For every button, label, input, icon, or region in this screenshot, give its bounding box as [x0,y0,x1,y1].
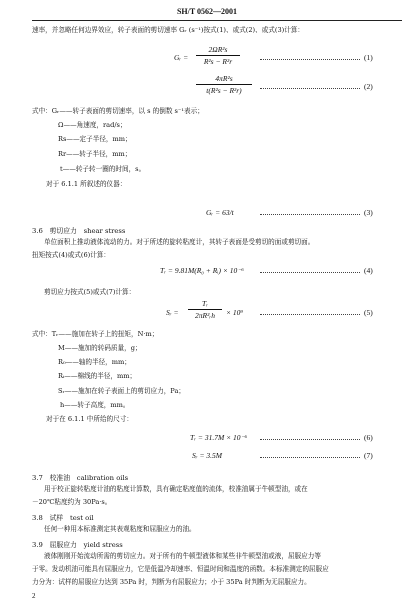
eq3-text: Gᵣ = 63/t [206,208,234,217]
where2-line-4: Rᵢ——棉线的半径，mm； [58,372,137,380]
stress-intro: 剪切应力按式(5)或式(7)计算： [44,288,136,296]
eq5-numerator: Tᵣ [201,299,209,308]
eq1-numerator: 2ΩR²s [208,45,228,54]
where1-line-1: 式中：Gᵣ——转子表面的剪切速率，以 s 的倒数 s⁻¹表示； [32,107,204,115]
section-3-9-p1: 液体刚刚开始流动所需的剪切应力。对于所有的牛顿型液体和某些非牛顿型油或液，屈服应力等 [44,552,321,560]
eq5-leader [260,314,360,315]
section-3-8-title: 3.8 试样 test oil [32,514,94,522]
eq7-text: Sᵣ = 3.5M [192,451,223,460]
eq2-number: (2) [364,82,373,91]
section-3-9-p3: 力分为：试样的屈服应力达到 35Pa 时，判断为有屈服应力；小于 35Pa 时判断为无屈服应力。 [32,578,311,586]
eq7-leader [260,457,360,458]
section-3-8-p1: 任何一种用本标准测定其表观粘度和屈服应力的油。 [44,525,196,533]
eq5-number: (5) [364,308,373,317]
eq2-fraction [196,74,252,95]
eq5-denominator: 2πR²ᵣh [195,311,215,320]
section-3-7-title: 3.7 校准油 calibration oils [32,474,129,482]
page-number: 2 [32,592,36,600]
where2-line-1: 式中：Tᵣ——施加在转子上的扭矩，N·m； [32,330,159,338]
section-3-7-p1: 用于校正旋转粘度计油的粘度计算数，具有确定粘度值的流体，校准油属于牛顿型油，或在 [44,485,308,493]
eq1-bar [196,55,240,56]
eq1-number: (1) [364,53,373,62]
section-3-9-p2: 于零。发动机油可能具有屈服应力，它是低温冷却速率、恒温时间和温度的函数。本标准测定的屈服应 [32,565,329,573]
eq2-numerator: 4πR²s [215,74,233,83]
eq5-lhs: Sᵣ = [166,308,179,317]
where1-line-5: t——转子转一圈的时间，s。 [60,165,146,173]
eq5-bar [188,309,222,310]
eq6-number: (6) [364,433,373,442]
eq2-leader [260,88,360,89]
intro-paragraph: 速率，并忽略任何边界效应，转子表面的剪切速率 Gᵣ (s⁻¹)按式(1)、或式(2)、或式(3)计算： [32,26,305,34]
eq6-leader [260,439,360,440]
section-3-6-p1: 单位面积上推动液体流动的力。对于所述的旋转粘度计，其转子表面是受剪切的面或剪切面。 [44,238,315,246]
eq1-lhs: Gᵣ = [174,53,189,62]
header-rule [32,20,402,21]
eq2-bar [196,84,252,85]
eq5-tail: × 10⁹ [226,308,244,317]
eq3-leader [260,214,360,215]
eq4-number: (4) [364,266,373,275]
where2-line-3: R₀——轴的半径，mm； [58,358,131,366]
section-3-7-p2: －20℃粘度约为 30Pa·s。 [32,498,112,506]
eq6-text: Tᵣ = 31.7M × 10⁻⁶ [190,433,248,442]
eq7-number: (7) [364,451,373,460]
eq1-denominator: R²s − R²r [203,57,233,66]
where2-line-2: M——施加的转码质量，g； [58,344,142,352]
doc-code-header: SH/T 0562—2001 [176,7,238,16]
where1-line-4: Rr——转子半径，mm； [58,150,132,158]
eq2-denominator: t(R²s − R²r) [206,86,242,95]
where1-line-2: Ω——角速度，rad/s； [58,121,127,129]
eq5-fraction [188,299,222,320]
where2-line-6: h——转子高度，mm。 [60,401,130,409]
where1-line-6: 对于 6.1.1 所叙述的仪器： [46,180,127,188]
where2-line-7: 对于在 6.1.1 中所给的尺寸： [46,415,133,423]
eq3-number: (3) [364,208,373,217]
eq4-text: Tᵣ = 9.81M(R₀ + Rᵢ) × 10⁻⁶ [160,266,244,275]
where1-line-3: Rs——定子半径，mm； [58,135,132,143]
eq4-leader [260,272,360,273]
section-3-6-title: 3.6 剪切应力 shear stress [32,227,126,235]
section-3-9-title: 3.9 屈服应力 yield stress [32,541,123,549]
section-3-6-p2: 扭矩按式(4)或式(6)计算： [32,251,111,259]
eq1-leader [260,59,360,60]
where2-line-5: Sᵣ——施加在转子表面上的剪切应力，Pa； [58,387,185,395]
eq1-fraction [196,45,240,66]
